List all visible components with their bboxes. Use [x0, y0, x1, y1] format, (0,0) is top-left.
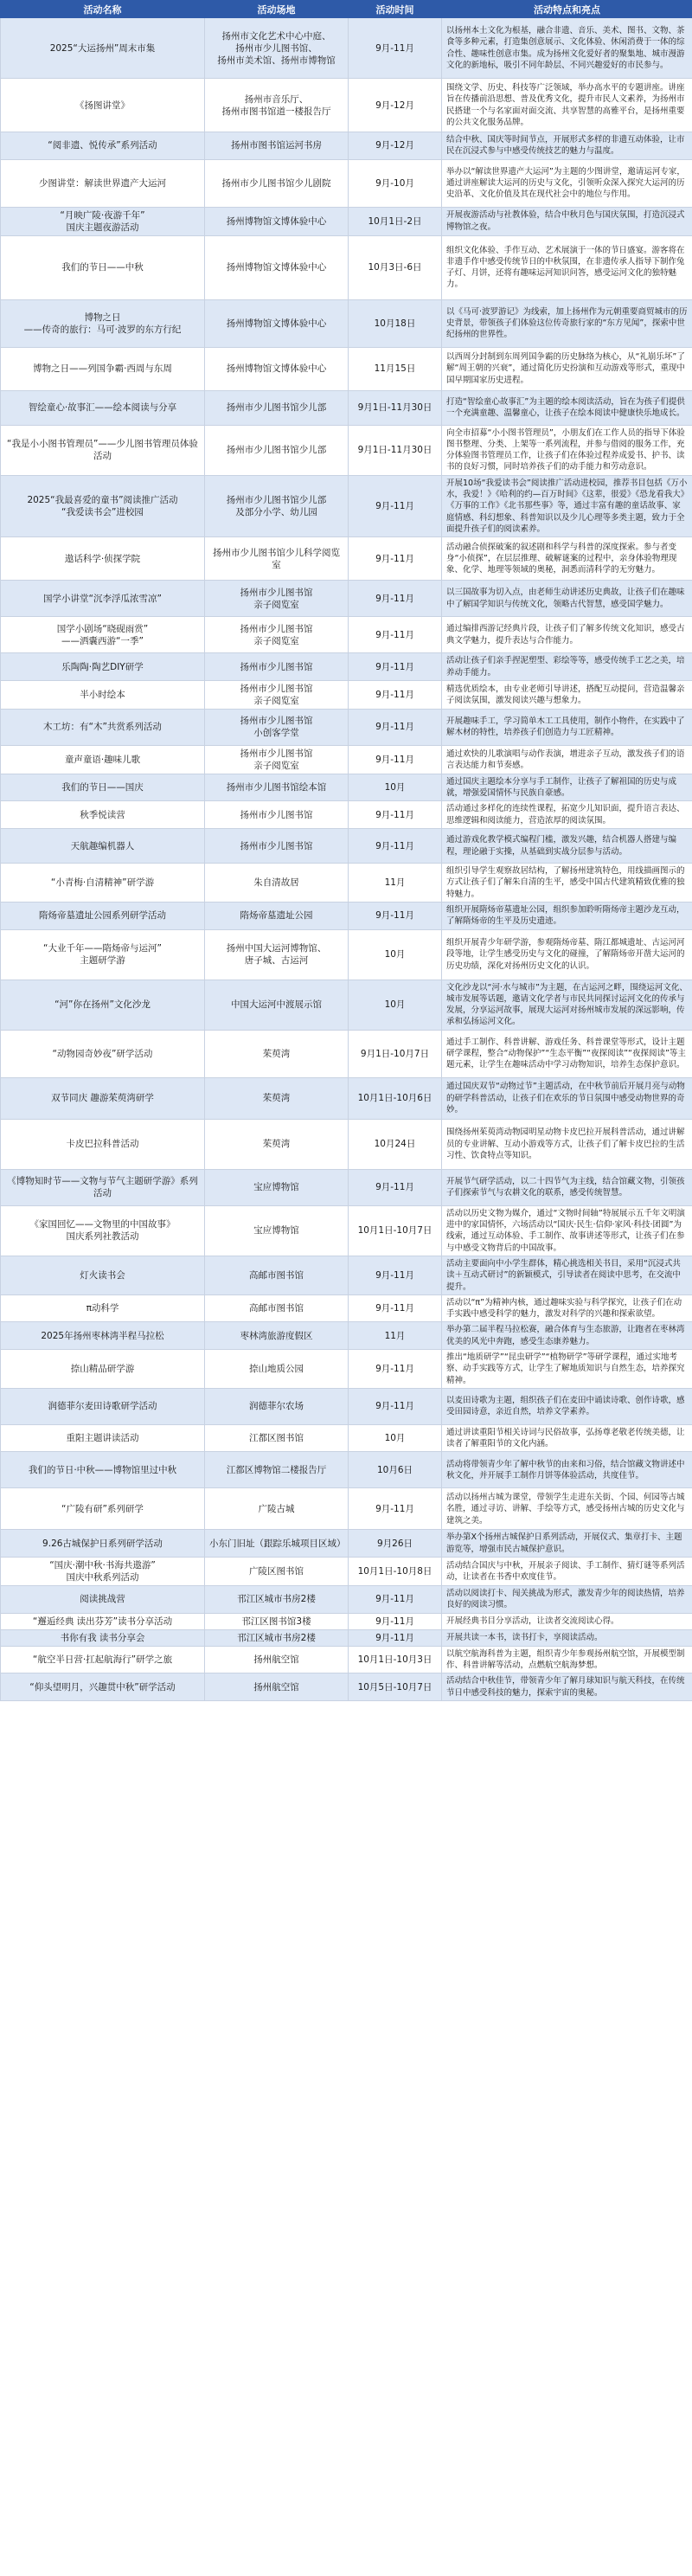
time-cell: 10月 [349, 980, 442, 1030]
table-row [1, 801, 692, 829]
time-cell: 9月-11月 [349, 1586, 442, 1614]
time-cell: 11月 [349, 864, 442, 903]
activity-name-cell: 智绘童心·故事汇——绘本阅读与分享 [1, 390, 205, 425]
table-row [1, 1673, 692, 1701]
time-cell: 9月-11月 [349, 1294, 442, 1322]
feature-cell: 开展10场“我爱读书会”阅读推广活动进校园，推荐书目包括《万小水，我爱！》《哈利的约—百万时间》《这辈，很爱》《恐龙看我大》《万事的工作》《北书那些事》等，通过丰富有趣的童话故事、家庭情感、科幻想象、科普知识以及少儿心理等多类主题，致力于全面提升孩子们的阅读素养。 [442, 475, 692, 536]
table-row [1, 235, 692, 299]
time-cell: 9月-11月 [349, 537, 442, 581]
feature-cell: 以西周分封制到东周列国争霸的历史脉络为核心，从“礼崩乐坏”了解“周王朝的兴衰”，通过简化历史扮演和互动游戏等形式，重现中国早期国家历史进程。 [442, 347, 692, 390]
time-cell: 9月-11月 [349, 709, 442, 745]
table-row [1, 581, 692, 617]
time-cell: 9月-11月 [349, 829, 442, 864]
table-row [1, 132, 692, 160]
activity-name-cell: “国庆·潮中秋·书海共遨游” 国庆中秋系列活动 [1, 1558, 205, 1586]
activity-name-cell: 《博物知时节——文物与节气主题研学游》系列活动 [1, 1169, 205, 1205]
venue-cell: 扬州市少儿图书馆 [205, 829, 349, 864]
time-cell: 9月-11月 [349, 1388, 442, 1424]
venue-cell: 扬州航空馆 [205, 1673, 349, 1701]
table-row [1, 1388, 692, 1424]
feature-cell: 通过游戏化教学模式编程门槛，激发兴趣，结合机器人搭建与编程，理论融于实操，从基础到实战分层参与活动。 [442, 829, 692, 864]
table-row [1, 1452, 692, 1488]
feature-cell: 围绕文学、历史、科技等广泛领域，举办高水平的专题讲座。讲座旨在传播前沿思想、普及优秀文化，提升市民人文素养，为扬州市民搭建一个与名家面对面交流、共享智慧的高雅平台，是扬州重要的公共文化服务品牌。 [442, 79, 692, 132]
time-cell: 9月1日-10月7日 [349, 1030, 442, 1077]
activity-name-cell: 9.26古城保护日系列研学活动 [1, 1530, 205, 1558]
time-cell: 9月-11月 [349, 18, 442, 79]
activity-name-cell: 童声童语·趣味儿歌 [1, 745, 205, 774]
activity-name-cell: “航空半日营·扛起航海行”研学之旅 [1, 1646, 205, 1673]
venue-cell: 扬州市少儿图书馆 亲子阅览室 [205, 617, 349, 653]
feature-cell: 通过手工制作、科普讲解、游戏任务、科普课堂等形式，设计主题研学课程，整合“动物保护”“生态平衡”“夜探阅读”“夜探阅读”等主题元素，让学生在趣味活动中学习动物知识，培养生态保护意识。 [442, 1030, 692, 1077]
table-row [1, 1077, 692, 1119]
time-cell: 10月 [349, 929, 442, 980]
time-cell: 9月26日 [349, 1530, 442, 1558]
table-row [1, 680, 692, 709]
table-row [1, 1558, 692, 1586]
feature-cell: 以三国故事为切入点，由老师生动讲述历史典故，让孩子们在趣味中了解国学知识与传统文化，领略古代智慧，感受国学魅力。 [442, 581, 692, 617]
table-row [1, 79, 692, 132]
feature-cell: 举办第X个扬州古城保护日系列活动，开展仪式、集章打卡、主题游览等，增强市民古城保护意识。 [442, 1530, 692, 1558]
venue-cell: 扬州中国大运河博物馆、 唐子城、古运河 [205, 929, 349, 980]
activity-name-cell: π动科学 [1, 1294, 205, 1322]
table-row [1, 299, 692, 347]
activity-name-cell: 少图讲堂：解读世界遗产大运河 [1, 159, 205, 207]
table-header-row [1, 1, 692, 18]
table-row [1, 617, 692, 653]
feature-cell: 活动以“π”为精神内核，通过趣味实验与科学探究，让孩子们在动手实践中感受科学的魅力，激发对科学的兴趣和探索欲望。 [442, 1294, 692, 1322]
venue-cell: 扬州市少儿图书馆少儿剧院 [205, 159, 349, 207]
activity-name-cell: 我们的节日——国庆 [1, 774, 205, 801]
time-cell: 9月-11月 [349, 581, 442, 617]
table-row [1, 159, 692, 207]
feature-cell: 通过国庆主题绘本分享与手工制作，让孩子了解祖国的历史与成就，增强爱国情怀与民族自豪感。 [442, 774, 692, 801]
venue-cell: 扬州市音乐厅、 扬州市图书馆道一楼报告厅 [205, 79, 349, 132]
venue-cell: 扬州市少儿图书馆少儿科学阅览室 [205, 537, 349, 581]
table-row [1, 745, 692, 774]
feature-cell: 组织开展隋炀帝墓遗址公园，组织参加聆听隋炀帝主题沙龙互动，了解隋炀帝的生平及历史遗迹。 [442, 902, 692, 929]
table-row [1, 347, 692, 390]
venue-cell: 高邮市图书馆 [205, 1256, 349, 1294]
header-venue: 活动场地 [205, 1, 349, 18]
venue-cell: 扬州市少儿图书馆 小创客学堂 [205, 709, 349, 745]
time-cell: 9月-11月 [349, 1256, 442, 1294]
table-row [1, 1294, 692, 1322]
activity-name-cell: 《家国回忆——文物里的中国故事》 国庆系列社教活动 [1, 1205, 205, 1256]
feature-cell: 开展趣味手工，学习简单木工工具使用，制作小物件，在实践中了解木材的特性，培养孩子们创造力与工匠精神。 [442, 709, 692, 745]
time-cell: 9月-11月 [349, 902, 442, 929]
feature-cell: 通过欢快的儿歌演唱与动作表演，增进亲子互动，激发孩子们的语言表达能力和节奏感。 [442, 745, 692, 774]
venue-cell: 扬州市少儿图书馆 亲子阅览室 [205, 680, 349, 709]
time-cell: 10月6日 [349, 1452, 442, 1488]
venue-cell: 扬州市少儿图书馆 [205, 801, 349, 829]
feature-cell: 以航空航海科普为主题，组织青少年参观扬州航空馆，开展模型制作、科普讲解等活动，点燃航空航海梦想。 [442, 1646, 692, 1673]
activity-name-cell: “小青梅·自清精神”研学游 [1, 864, 205, 903]
venue-cell: 润德菲尔农场 [205, 1388, 349, 1424]
time-cell: 10月1日-10月8日 [349, 1558, 442, 1586]
time-cell: 10月1日-10月3日 [349, 1646, 442, 1673]
time-cell: 10月 [349, 1424, 442, 1452]
time-cell: 11月 [349, 1322, 442, 1350]
table-row [1, 1119, 692, 1169]
table-row [1, 1646, 692, 1673]
table-row [1, 1586, 692, 1614]
table-row [1, 1322, 692, 1350]
venue-cell: 邗江区城市书房2楼 [205, 1629, 349, 1646]
feature-cell: 组织文化体验、手作互动、艺术展演于一体的节日盛宴。游客将在非遗手作中感受传统节日的中秋氛围，在非遗传承人指导下制作兔子灯、月饼，还将有趣味运河知识问答，感受运河文化的独特魅力。 [442, 235, 692, 299]
feature-cell: 举办第二届半程马拉松赛，融合体育与生态旅游，让跑者在枣林湾优美的风光中奔跑，感受生态康养魅力。 [442, 1322, 692, 1350]
time-cell: 9月-11月 [349, 1169, 442, 1205]
venue-cell: 高邮市图书馆 [205, 1294, 349, 1322]
venue-cell: 扬州市图书馆运河书房 [205, 132, 349, 160]
table-row [1, 537, 692, 581]
activity-name-cell: “动物园奇妙夜”研学活动 [1, 1030, 205, 1077]
venue-cell: 茱萸湾 [205, 1077, 349, 1119]
activity-name-cell: 润德菲尔麦田诗歌研学活动 [1, 1388, 205, 1424]
venue-cell: 江都区博物馆二楼报告厅 [205, 1452, 349, 1488]
venue-cell: 邗江区城市书房2楼 [205, 1586, 349, 1614]
venue-cell: 茱萸湾 [205, 1030, 349, 1077]
activity-name-cell: 国学小讲堂“沉李浮瓜浓雪凉” [1, 581, 205, 617]
feature-cell: 组织开展青少年研学游，参观隋炀帝墓、隋江都城遗址、古运河河段等地，让学生感受历史与文化的碰撞，了解隋炀帝开凿大运河的历史功绩，深化对扬州历史文化的认识。 [442, 929, 692, 980]
feature-cell: 组织引导学生观察故居结构，了解扬州建筑特色，用线描画图示的方式让孩子们了解朱自清的生平，感受中国古代建筑精致优雅的独特魅力。 [442, 864, 692, 903]
header-activity-name: 活动名称 [1, 1, 205, 18]
activity-name-cell: “广陵有研”系列研学 [1, 1488, 205, 1530]
feature-cell: 活动主要面向中小学生群体，精心挑选相关书目，采用“沉浸式共读＋互动式研讨”的新颖模式，引导读者在阅读中思考，在交流中提升。 [442, 1256, 692, 1294]
activity-name-cell: 遨话科学·侦探学院 [1, 537, 205, 581]
venue-cell: 小东门旧址（跟踪乐城项目区域） [205, 1530, 349, 1558]
activity-name-cell: 《扬图讲堂》 [1, 79, 205, 132]
table-row [1, 774, 692, 801]
venue-cell: 广陵古城 [205, 1488, 349, 1530]
feature-cell: 活动将带领青少年了解中秋节的由来和习俗，结合馆藏文物讲述中秋文化，并开展手工制作月饼等体验活动，共度佳节。 [442, 1452, 692, 1488]
activity-name-cell: 秋季悦读营 [1, 801, 205, 829]
venue-cell: 扬州博物馆文博体验中心 [205, 347, 349, 390]
time-cell: 9月-11月 [349, 1349, 442, 1388]
activity-name-cell: 木工坊：有“木”共赏系列活动 [1, 709, 205, 745]
table-row [1, 1205, 692, 1256]
time-cell: 10月24日 [349, 1119, 442, 1169]
time-cell: 9月-12月 [349, 79, 442, 132]
time-cell: 10月1日-10月7日 [349, 1205, 442, 1256]
table-row [1, 902, 692, 929]
venue-cell: 捺山地质公园 [205, 1349, 349, 1388]
feature-cell: 精选优质绘本，由专业老师引导讲述，搭配互动提问，营造温馨亲子阅读氛围，激发阅读兴趣与想象力。 [442, 680, 692, 709]
venue-cell: 扬州市少儿图书馆少儿部 [205, 425, 349, 475]
venue-cell: 扬州市少儿图书馆少儿部 及部分小学、幼儿园 [205, 475, 349, 536]
venue-cell: 扬州市文化艺术中心中庭、 扬州市少儿图书馆、 扬州市美术馆、扬州市博物馆 [205, 18, 349, 79]
time-cell: 10月1日-2日 [349, 207, 442, 235]
activity-name-cell: “仰头望明月，兴趣贯中秋”研学活动 [1, 1673, 205, 1701]
table-row [1, 1530, 692, 1558]
feature-cell: 开展节气研学活动，以二十四节气为主线，结合馆藏文物，引领孩子们探索节气与农耕文化的联系，感受传统智慧。 [442, 1169, 692, 1205]
table-row [1, 829, 692, 864]
time-cell: 9月1日-11月30日 [349, 390, 442, 425]
activity-name-cell: 双节同庆 趣游茱萸湾研学 [1, 1077, 205, 1119]
venue-cell: 茱萸湾 [205, 1119, 349, 1169]
table-row [1, 390, 692, 425]
venue-cell: 扬州航空馆 [205, 1646, 349, 1673]
time-cell: 10月3日-6日 [349, 235, 442, 299]
feature-cell: 打造“智绘童心故事汇”为主题的绘本阅读活动，旨在为孩子们提供一个充满童趣、温馨童心，让孩子在绘本阅读中健康快乐地成长。 [442, 390, 692, 425]
time-cell: 9月-11月 [349, 653, 442, 681]
time-cell: 10月 [349, 774, 442, 801]
venue-cell: 扬州市少儿图书馆少儿部 [205, 390, 349, 425]
time-cell: 10月5日-10月7日 [349, 1673, 442, 1701]
table-row [1, 475, 692, 536]
venue-cell: 广陵区图书馆 [205, 1558, 349, 1586]
feature-cell: 推出“地质研学”“昆虫研学”“植物研学”等研学课程，通过实地考察、动手实践等方式，让学生了解地质知识与自然生态，培养探究精神。 [442, 1349, 692, 1388]
feature-cell: 通过讲读重阳节相关诗词与民俗故事，弘扬尊老敬老传统美德，让读者了解重阳节的文化内涵。 [442, 1424, 692, 1452]
table-row [1, 1629, 692, 1646]
venue-cell: 扬州市少儿图书馆 亲子阅览室 [205, 581, 349, 617]
activity-name-cell: 国学小剧场“晓砚雨赏” ——洒囊西游“一季” [1, 617, 205, 653]
feature-cell: 向全市招募“小小图书管理员”，小朋友们在工作人员的指导下体验图书整理、分类、上架等一系列流程，并参与借阅的服务工作，充分体验图书管理员工作，让孩子们在体验过程养成爱书、护书、读书的良好习惯，同时培养孩子们的动手能力和劳动意识。 [442, 425, 692, 475]
feature-cell: 活动结合中秋佳节，带领青少年了解月球知识与航天科技，在传统节日中感受科技的魅力，探索宇宙的奥秘。 [442, 1673, 692, 1701]
table-row [1, 207, 692, 235]
table-row [1, 1613, 692, 1629]
table-row [1, 425, 692, 475]
table-row [1, 980, 692, 1030]
activity-name-cell: 卡皮巴拉科普活动 [1, 1119, 205, 1169]
table-row [1, 1424, 692, 1452]
time-cell: 9月-11月 [349, 617, 442, 653]
header-time: 活动时间 [349, 1, 442, 18]
feature-cell: 结合中秋、国庆等时间节点，开展形式多样的非遗互动体验，让市民在沉浸式参与中感受传统技艺的魅力与温度。 [442, 132, 692, 160]
activity-name-cell: “我是小小图书管理员”——少儿图书管理员体验活动 [1, 425, 205, 475]
activity-name-cell: “月映广陵·夜游千年” 国庆主题夜游活动 [1, 207, 205, 235]
time-cell: 9月-11月 [349, 1488, 442, 1530]
header-features: 活动特点和亮点 [442, 1, 692, 18]
table-row [1, 864, 692, 903]
time-cell: 9月-11月 [349, 1613, 442, 1629]
time-cell: 9月-11月 [349, 1629, 442, 1646]
activity-name-cell: 隋炀帝墓遗址公园系列研学活动 [1, 902, 205, 929]
activity-name-cell: “大业千年——隋炀帝与运河” 主题研学游 [1, 929, 205, 980]
activity-name-cell: 天航趣编机器人 [1, 829, 205, 864]
table-row [1, 1488, 692, 1530]
table-row [1, 1349, 692, 1388]
feature-cell: 活动让孩子们亲手捏泥塑型、彩绘等等，感受传统手工艺之美，培养动手能力。 [442, 653, 692, 681]
time-cell: 9月-10月 [349, 159, 442, 207]
activity-name-cell: 灯火读书会 [1, 1256, 205, 1294]
feature-cell: 活动融合侦探破案的叙述剧和科学与科普的深度探索。参与者变身“小侦探”，在层层推理、破解谜案的过程中，亲身体验物理现象、化学、地理等领域的奥秘，洞悉而清科学的无穷魅力。 [442, 537, 692, 581]
activity-name-cell: 我们的节日——中秋 [1, 235, 205, 299]
venue-cell: 扬州市少儿图书馆绘本馆 [205, 774, 349, 801]
feature-cell: 开展经典书目分享活动，让读者交流阅读心得。 [442, 1613, 692, 1629]
time-cell: 9月-11月 [349, 801, 442, 829]
table-row [1, 1256, 692, 1294]
activity-name-cell: 重阳主题讲读活动 [1, 1424, 205, 1452]
venue-cell: 扬州博物馆文博体验中心 [205, 207, 349, 235]
feature-cell: 活动以扬州古城为课堂，带领学生走进东关街、个园、何园等古城名胜，通过寻访、讲解、手绘等方式，感受扬州古城的历史文化与建筑之美。 [442, 1488, 692, 1530]
venue-cell: 宝应博物馆 [205, 1205, 349, 1256]
time-cell: 9月-11月 [349, 680, 442, 709]
activity-name-cell: 阅读挑战营 [1, 1586, 205, 1614]
time-cell: 11月15日 [349, 347, 442, 390]
venue-cell: 扬州博物馆文博体验中心 [205, 235, 349, 299]
activity-name-cell: 2025“我最喜爱的童书”阅读推广活动 “我爱读书会”进校园 [1, 475, 205, 536]
venue-cell: 邗江区图书馆3楼 [205, 1613, 349, 1629]
time-cell: 10月18日 [349, 299, 442, 347]
venue-cell: 隋炀帝墓遗址公园 [205, 902, 349, 929]
activity-name-cell: 博物之日 ——传奇的旅行：马可·波罗的东方行纪 [1, 299, 205, 347]
table-row [1, 1030, 692, 1077]
feature-cell: 以麦田诗歌为主题，组织孩子们在麦田中诵读诗歌、创作诗歌，感受田园诗意，亲近自然，培养文学素养。 [442, 1388, 692, 1424]
time-cell: 9月-12月 [349, 132, 442, 160]
feature-cell: 举办以“解读世界遗产大运河”为主题的少图讲堂，邀请运河专家，通过讲座解读大运河的历史与文化，引领听众深入探究大运河的历史沿革、文化价值及其在现代社会中的地位与作用。 [442, 159, 692, 207]
venue-cell: 枣林湾旅游度假区 [205, 1322, 349, 1350]
feature-cell: 活动通过多样化的连续性课程，拓宽少儿知识面，提升语言表达、思维逻辑和阅读能力，营造浓厚的阅读氛围。 [442, 801, 692, 829]
venue-cell: 朱自清故居 [205, 864, 349, 903]
activity-name-cell: 半小时绘本 [1, 680, 205, 709]
feature-cell: 活动以阅读打卡、闯关挑战为形式，激发青少年的阅读热情，培养良好的阅读习惯。 [442, 1586, 692, 1614]
feature-cell: 围绕扬州茱萸湾动物园明星动物卡皮巴拉开展科普活动，通过讲解员的专业讲解、互动小游戏等方式，让孩子们了解卡皮巴拉的生活习性、饮食特点等知识。 [442, 1119, 692, 1169]
feature-cell: 活动结合国庆与中秋，开展亲子阅读、手工制作、猜灯谜等系列活动，让读者在书香中欢度佳节。 [442, 1558, 692, 1586]
activity-name-cell: 我们的节日·中秋——博物馆里过中秋 [1, 1452, 205, 1488]
activity-name-cell: “邂逅经典 读出芬芳”读书分享活动 [1, 1613, 205, 1629]
venue-cell: 扬州博物馆文博体验中心 [205, 299, 349, 347]
activity-name-cell: 乐陶陶·陶艺DIY研学 [1, 653, 205, 681]
venue-cell: 扬州市少儿图书馆 亲子阅览室 [205, 745, 349, 774]
time-cell: 9月1日-11月30日 [349, 425, 442, 475]
venue-cell: 江都区图书馆 [205, 1424, 349, 1452]
table-row [1, 929, 692, 980]
table-row [1, 1169, 692, 1205]
feature-cell: 通过国庆双节“动物过节”主题活动，在中秋节前后开展月亮与动物的研学科普活动，让孩子们在欢乐的节日氛围中感受动物世界的奇妙。 [442, 1077, 692, 1119]
time-cell: 9月-11月 [349, 475, 442, 536]
activity-name-cell: 书你有我 读书分享会 [1, 1629, 205, 1646]
venue-cell: 扬州市少儿图书馆 [205, 653, 349, 681]
time-cell: 9月-11月 [349, 745, 442, 774]
time-cell: 10月1日-10月6日 [349, 1077, 442, 1119]
table-row [1, 653, 692, 681]
venue-cell: 宝应博物馆 [205, 1169, 349, 1205]
table-row [1, 709, 692, 745]
feature-cell: 以《马可·波罗游记》为线索，加上扬州作为元朝重要商贸城市的历史背景，带领孩子们体验这位传奇旅行家的“东方见闻”，探索中世纪扬州的世界性。 [442, 299, 692, 347]
activity-name-cell: “河”你在扬州”文化沙龙 [1, 980, 205, 1030]
activity-name-cell: 博物之日——列国争霸·西周与东周 [1, 347, 205, 390]
feature-cell: 开展夜游活动与社教体验，结合中秋月色与国庆氛围，打造沉浸式博物馆之夜。 [442, 207, 692, 235]
feature-cell: 通过编排西游记经典片段，让孩子们了解多传统文化知识，感受古典文学魅力，提升表达与合作能力。 [442, 617, 692, 653]
activity-name-cell: “阅非遗、悦传承”系列活动 [1, 132, 205, 160]
venue-cell: 中国大运河中渡展示馆 [205, 980, 349, 1030]
activity-name-cell: 捺山精品研学游 [1, 1349, 205, 1388]
feature-cell: 文化沙龙以“河·水与城市”为主题，在古运河之畔，围绕运河文化、城市发展等话题，邀请文化学者与市民共同探讨运河文化的传承与发展，分享运河故事，展现大运河对扬州城市发展的深远影响，传承和弘扬运河文化。 [442, 980, 692, 1030]
activity-name-cell: 2025年扬州枣林湾半程马拉松 [1, 1322, 205, 1350]
feature-cell: 开展共读一本书，读书打卡，享阅读活动。 [442, 1629, 692, 1646]
feature-cell: 以扬州本土文化为根基，融合非遗、音乐、美术、图书、文物、茶食等多种元素，打造集创意展示、文化体验、休闲消费于一体的综合性、趣味性创意市集。成为扬州文化爱好者的聚集地、城市漫游文化的新地标，吸引不同年龄层、不同兴趣爱好的市民参与。 [442, 18, 692, 79]
table-row [1, 18, 692, 79]
activity-name-cell: 2025“大运扬州”周末市集 [1, 18, 205, 79]
feature-cell: 活动以历史文物为媒介，通过“文物时间轴”特展展示五千年文明演进中的家国情怀，六场活动以“国庆·民生·信仰·家风·科技·团圆”为线索，通过互动体验、手工制作、故事讲述等形式，让孩子们在参与中感受文物背后的中国故事。 [442, 1205, 692, 1256]
